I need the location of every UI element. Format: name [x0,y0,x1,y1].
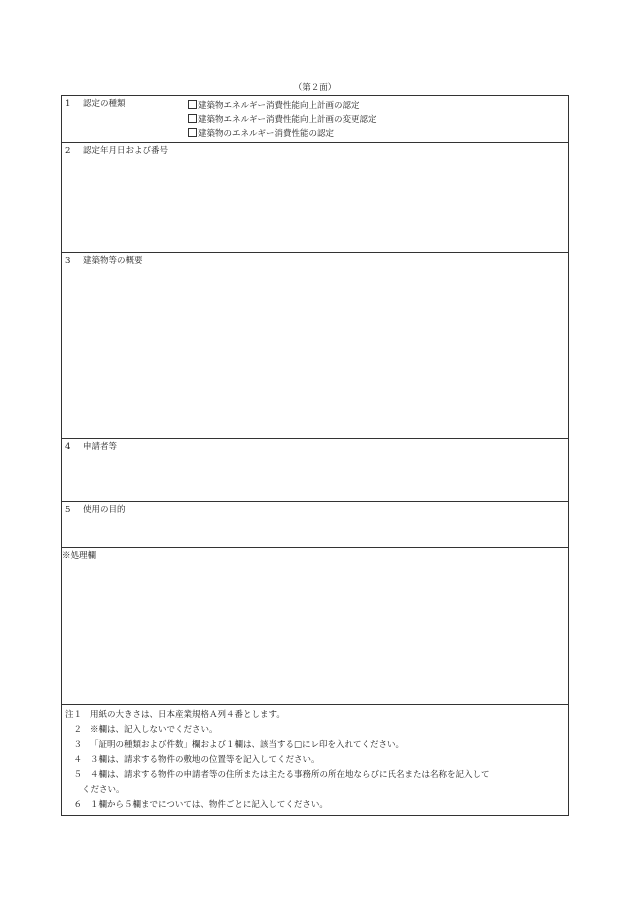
note-text [90,768,566,783]
note-mark: ６ [73,800,82,810]
page-heading: （第２面） [293,83,337,93]
notes-section [62,705,568,815]
row-title: 使用の目的 [83,505,126,515]
row-label [65,256,143,267]
note-mark: ４ [73,755,82,765]
row-title: 申請者等 [83,442,118,452]
row-label [65,146,168,157]
row-building-overview[interactable] [62,253,568,439]
note-item [62,798,566,813]
note-item [62,768,566,783]
row-number: 3 [65,256,71,266]
option-energy-performance[interactable] [188,127,377,141]
note-text-line: ください。 [82,785,125,795]
row-applicant[interactable] [62,439,568,502]
row-number: 2 [65,146,71,156]
row-title: 認定年月日および番号 [83,146,169,156]
row-label [65,442,117,453]
option-label: 建築物のエネルギー消費性能の認定 [198,129,335,139]
note-text: 用紙の大きさは、日本産業規格Ａ列４番とします。 [90,710,285,720]
note-mark: ５ [73,770,82,780]
option-improvement-plan[interactable] [188,99,377,113]
checkbox-icon[interactable] [188,114,197,123]
checkbox-icon[interactable] [188,100,197,109]
certificate-request-form [61,95,569,816]
row-office-use [62,548,568,705]
note-text: １欄から５欄までについては、物件ごとに記入してください。 [90,800,328,810]
row-number: 5 [65,505,71,515]
option-label: 建築物エネルギー消費性能向上計画の変更認定 [198,115,377,125]
note-item [62,723,566,738]
office-use-label: ※処理欄 [62,551,97,561]
row-certification-date-number[interactable] [62,143,568,253]
row-title: 建築物等の概要 [83,256,143,266]
option-label: 建築物エネルギー消費性能向上計画の認定 [198,101,360,111]
row-label [65,99,126,110]
note-text: ※欄は、記入しないでください。 [90,725,218,735]
row-label [65,505,126,516]
note-item [62,708,566,723]
note-item [62,738,566,753]
row-number: 4 [65,442,71,452]
note-mark: ３ [73,740,82,750]
note-text: ３欄は、請求する物件の敷地の位置等を記入してください。 [90,755,320,765]
row-number: 1 [65,99,71,109]
checkbox-icon[interactable] [188,128,197,137]
note-item [62,753,566,768]
note-item-continuation [62,783,566,798]
note-mark: 注１ [64,710,82,720]
row-certification-type [62,96,568,143]
note-text-line: ４欄は、請求する物件の申請者等の住所または主たる事務所の所在地ならびに氏名または名称を記入して [90,770,490,780]
note-mark: ２ [73,725,82,735]
row-purpose-of-use[interactable] [62,502,568,548]
row-title: 認定の種類 [83,99,126,109]
certification-type-options [188,99,377,141]
option-plan-change[interactable] [188,113,377,127]
note-text: 「証明の種類および件数」欄および１欄は、該当する□にレ印を入れてください。 [90,740,405,750]
